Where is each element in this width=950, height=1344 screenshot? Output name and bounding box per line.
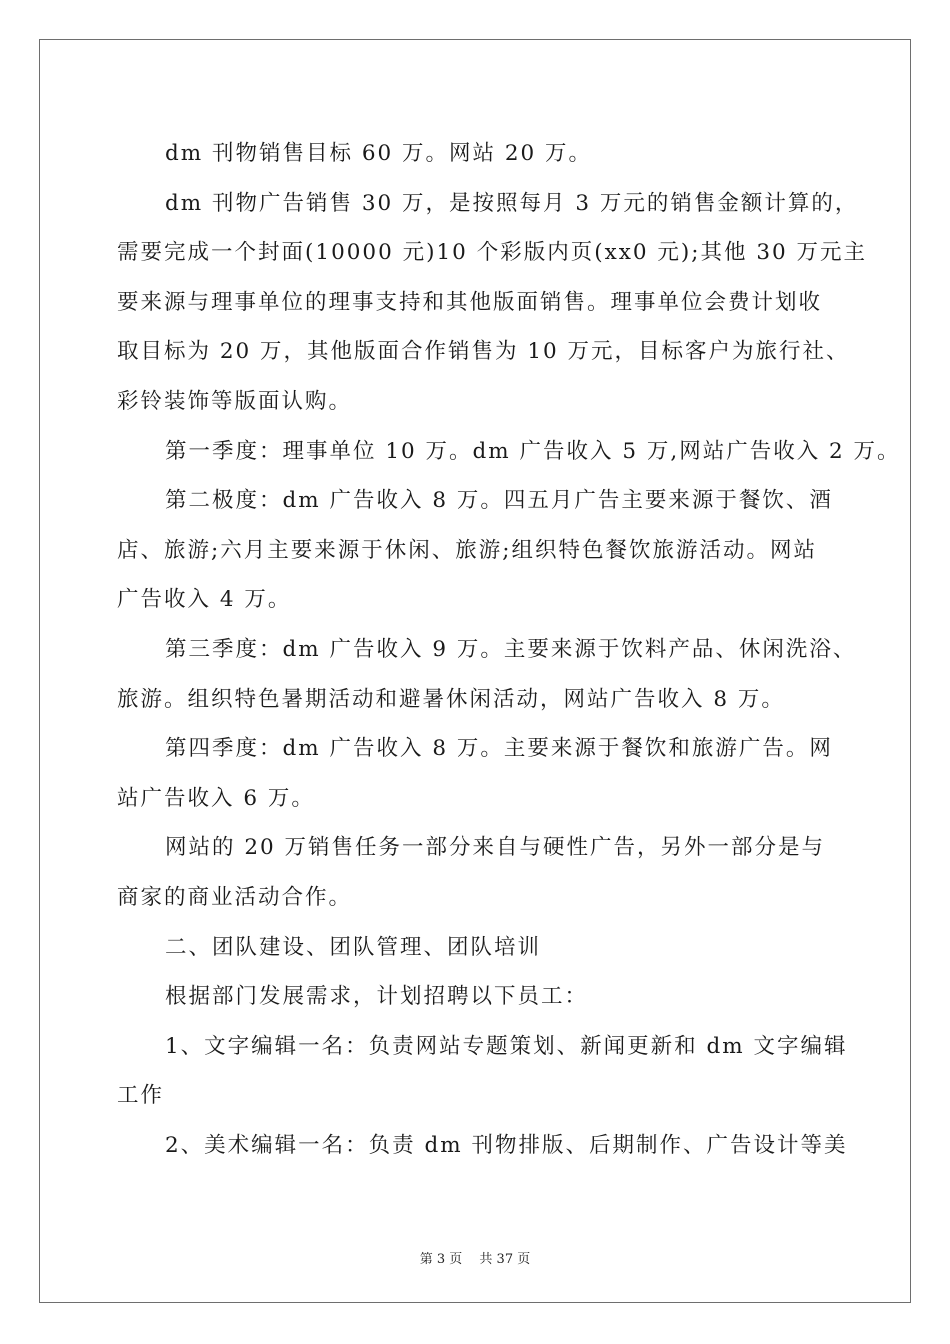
text-line: 站广告收入 6 万。 — [117, 785, 315, 811]
text-line: dm 刊物销售目标 60 万。网站 20 万。 — [165, 141, 593, 166]
text-line: 商家的商业活动合作。 — [117, 884, 353, 910]
list-item: 1、文字编辑一名：负责网站专题策划、新闻更新和 dm 文字编辑 — [165, 1033, 848, 1059]
page-number: 第 3 页 共 37 页 — [419, 1252, 531, 1267]
text-line: 要来源与理事单位的理事支持和其他版面销售。理事单位会费计划收 — [117, 289, 823, 315]
text-line: 根据部门发展需求，计划招聘以下员工： — [165, 984, 589, 1010]
text-line: 旅游。组织特色暑期活动和避暑休闲活动，网站广告收入 8 万。 — [117, 686, 785, 712]
text-line: 工作 — [117, 1083, 165, 1109]
text-line: 取目标为 20 万，其他版面合作销售为 10 万元，目标客户为旅行社、 — [117, 339, 850, 365]
text-line: 第一季度：理事单位 10 万。dm 广告收入 5 万,网站广告收入 2 万。 — [165, 438, 901, 464]
text-line: 网站的 20 万销售任务一部分来自与硬性广告，另外一部分是与 — [165, 835, 826, 861]
text-line: 彩铃装饰等版面认购。 — [117, 388, 353, 414]
text-line: 第二极度：dm 广告收入 8 万。四五月广告主要来源于餐饮、酒 — [165, 488, 833, 514]
document-body — [117, 129, 901, 1170]
text-line: 第三季度：dm 广告收入 9 万。主要来源于饮料产品、休闲洗浴、 — [165, 636, 857, 662]
text-line: 店、旅游;六月主要来源于休闲、旅游;组织特色餐饮旅游活动。网站 — [117, 537, 817, 563]
text-line: 第四季度：dm 广告收入 8 万。主要来源于餐饮和旅游广告。网 — [165, 736, 833, 762]
section-heading: 二、团队建设、团队管理、团队培训 — [165, 934, 542, 960]
list-item: 2、美术编辑一名：负责 dm 刊物排版、后期制作、广告设计等美 — [165, 1132, 848, 1158]
text-line: 广告收入 4 万。 — [117, 587, 292, 613]
text-line: 需要完成一个封面(10000 元)10 个彩版内页(xx0 元);其他 30 万元主 — [117, 240, 868, 266]
text-line: dm 刊物广告销售 30 万，是按照每月 3 万元的销售金额计算的， — [165, 190, 859, 216]
